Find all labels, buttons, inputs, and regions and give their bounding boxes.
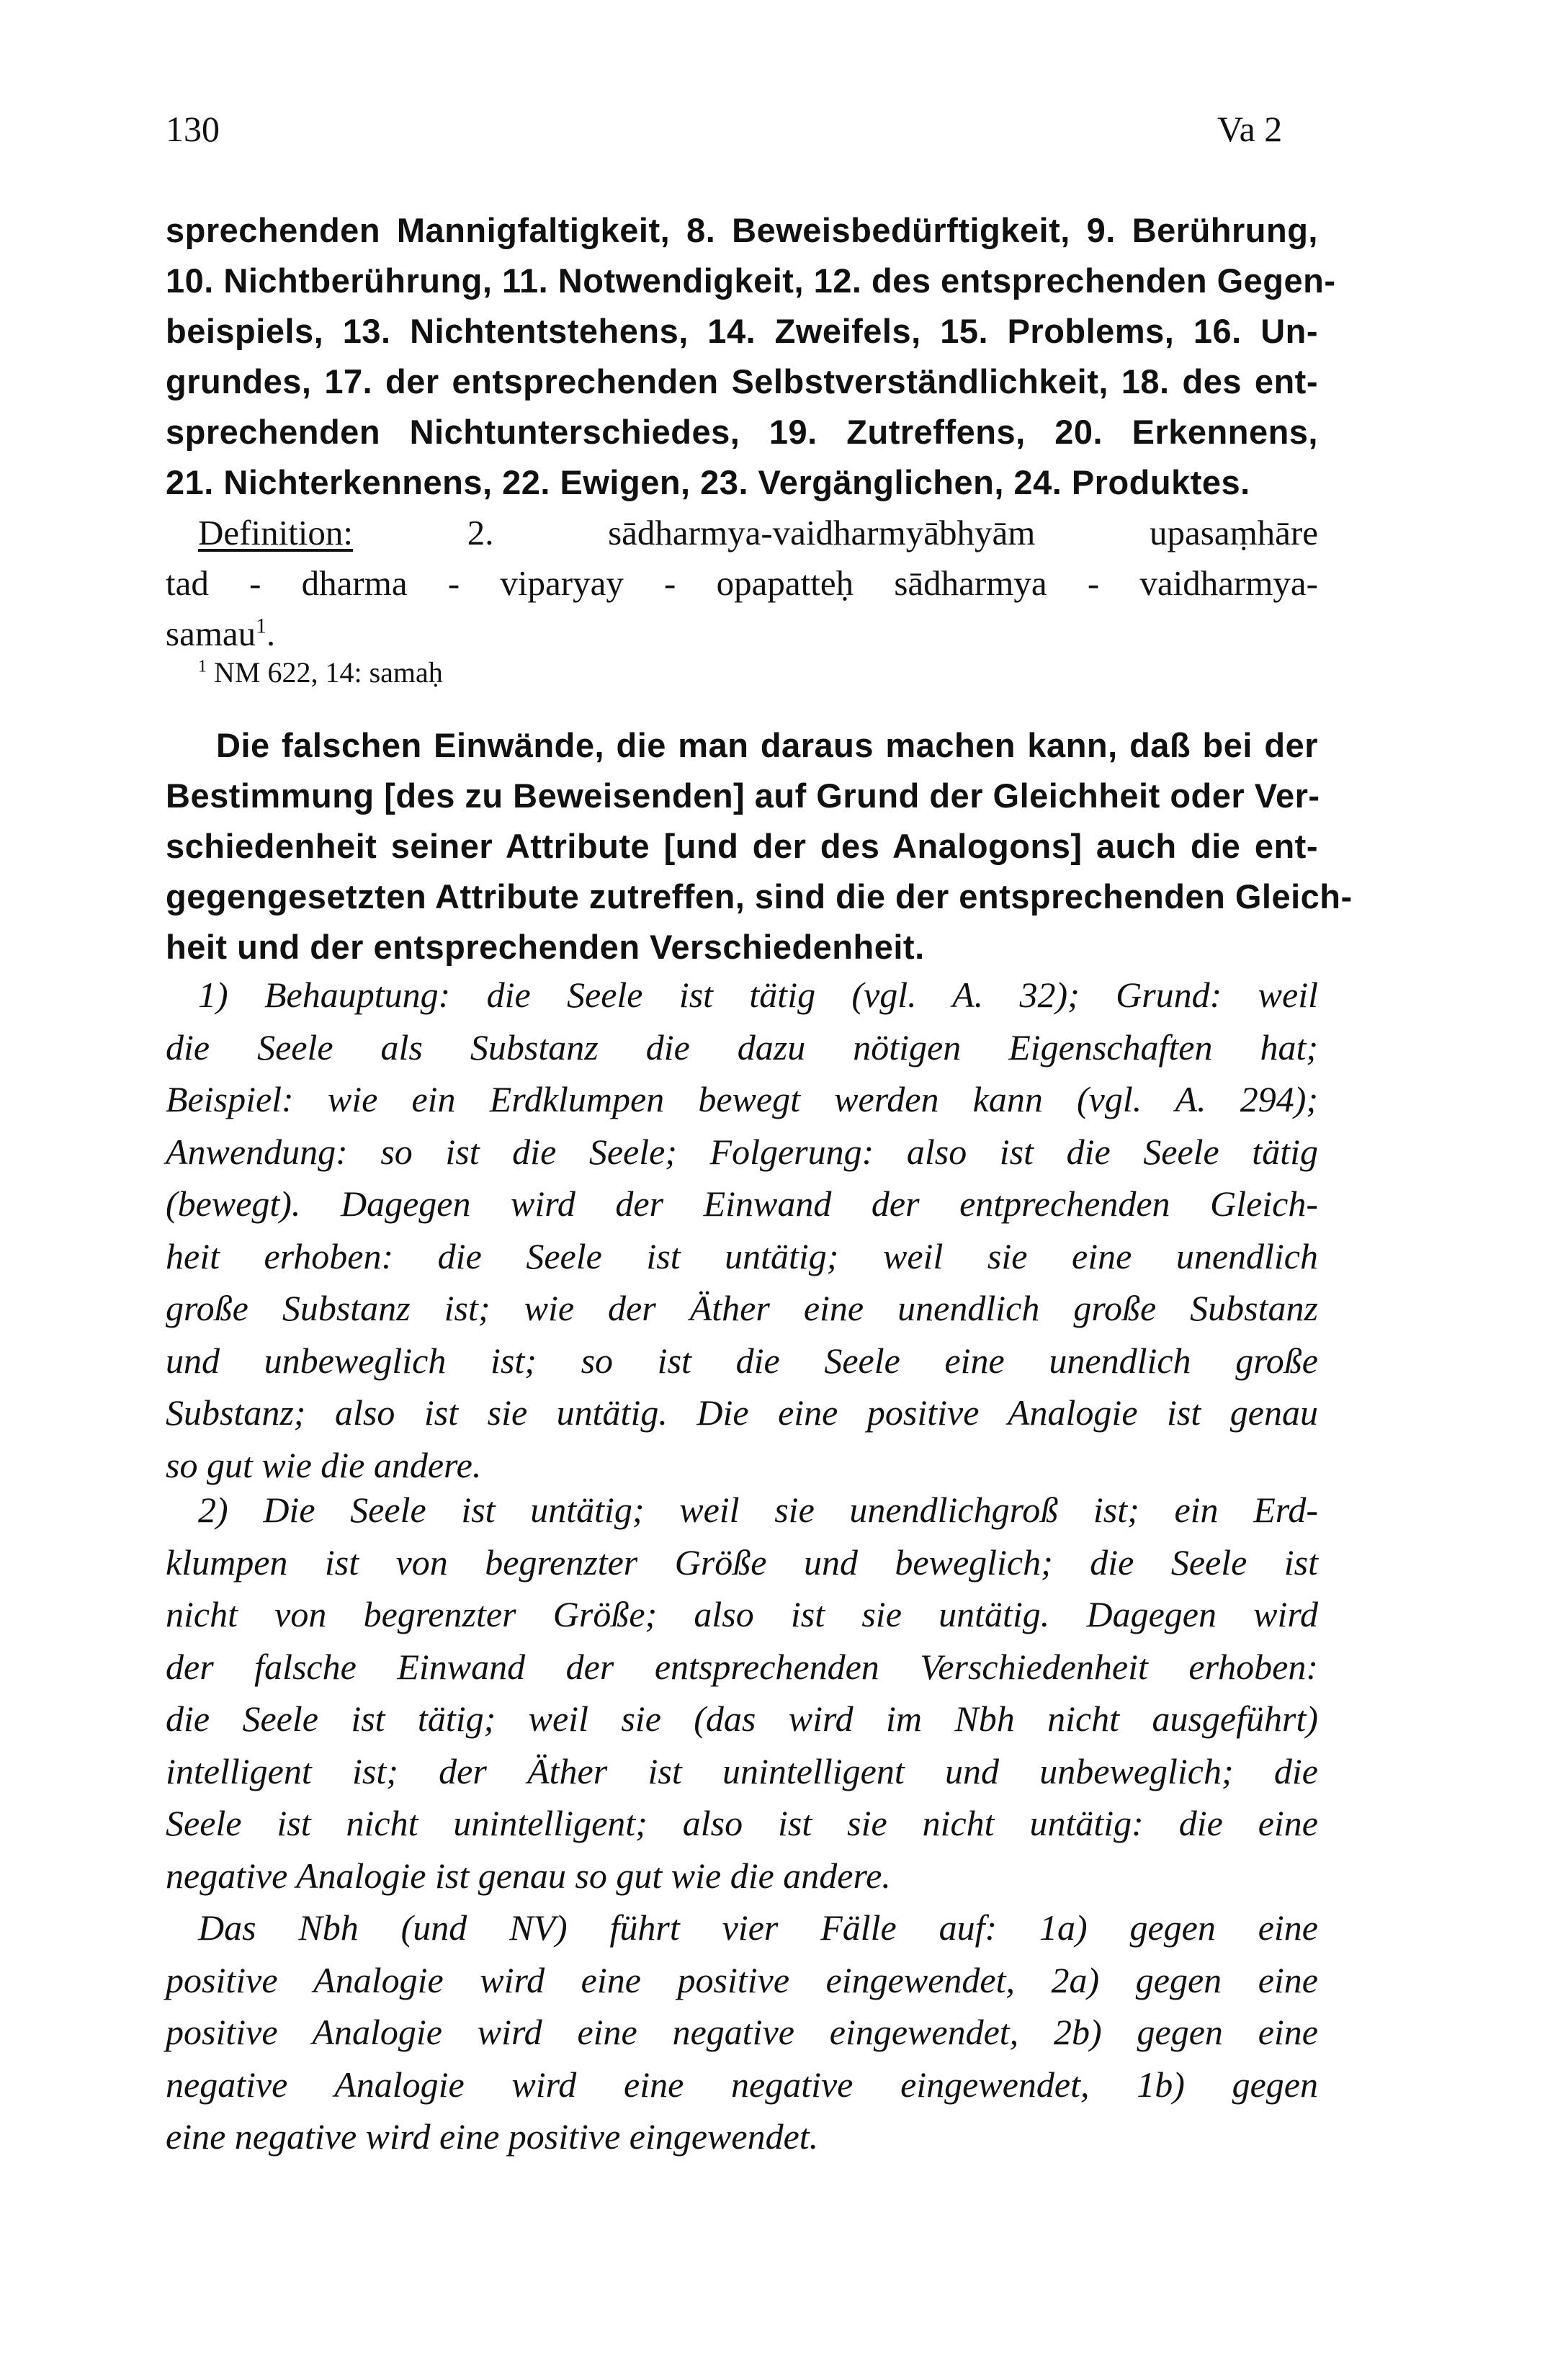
bold-list-block <box>166 205 1336 508</box>
italic-line: die Seele ist tätig; weil sie (das wird im Nbh nicht ausgeführt) <box>166 1698 1318 1739</box>
italic-line: Substanz; also ist sie untätig. Die eine positive Analogie ist genau <box>166 1392 1318 1433</box>
italic-line: negative Analogie ist genau so gut wie die andere. <box>166 1855 891 1896</box>
italic-line: Anwendung: so ist die Seele; Folgerung: also ist die Seele tätig <box>166 1131 1318 1172</box>
italic-line: klumpen ist von begrenzter Größe und beweglich; die Seele ist <box>166 1541 1318 1583</box>
bold-list-line: sprechenden Nichtunterschiedes, 19. Zutreffens, 20. Erkennens, <box>166 413 1318 451</box>
italic-line: und unbeweglich ist; so ist die Seele eine unendlich große <box>166 1340 1318 1381</box>
definition-end: . <box>266 614 276 653</box>
bold-explanation-line: gegengesetzten Attribute zutreffen, sind die der entsprechenden Gleich- <box>166 877 1353 916</box>
definition-line <box>166 508 1318 558</box>
italic-line: nicht von begrenzter Größe; also ist sie untätig. Dagegen wird <box>166 1594 1318 1634</box>
definition-label: Definition: <box>198 513 354 552</box>
footnote <box>198 655 443 689</box>
footnote-marker: 1 <box>256 614 266 638</box>
section-signature: Va 2 <box>1217 109 1283 149</box>
definition-sanskrit-2: tad - dharma - viparyay - opapatteḥ sādharmya - vaidharmya- <box>166 563 1318 603</box>
definition-line <box>166 609 1318 659</box>
italic-paragraph-2 <box>166 1484 1318 1902</box>
italic-line: (bewegt). Dagegen wird der Einwand der entprechenden Gleich- <box>166 1183 1318 1224</box>
bold-list-line: 21. Nichterkennens, 22. Ewigen, 23. Vergänglichen, 24. Produktes. <box>166 463 1250 501</box>
italic-line: Das Nbh (und NV) führt vier Fälle auf: 1a) gegen eine <box>198 1907 1318 1948</box>
bold-list-line: beispiels, 13. Nichtentstehens, 14. Zweifels, 15. Problems, 16. Un- <box>166 312 1318 350</box>
italic-line: 2) Die Seele ist untätig; weil sie unendlichgroß ist; ein Erd- <box>198 1490 1318 1530</box>
italic-line: große Substanz ist; wie der Äther eine unendlich große Substanz <box>166 1288 1318 1328</box>
italic-line: Beispiel: wie ein Erdklumpen bewegt werden kann (vgl. A. 294); <box>166 1079 1318 1119</box>
italic-line: eine negative wird eine positive eingewendet. <box>166 2116 819 2157</box>
bold-explanation-line: heit und der entsprechenden Verschiedenheit. <box>166 928 925 966</box>
page-number: 130 <box>166 109 220 149</box>
italic-line: heit erhoben: die Seele ist untätig; weil sie eine unendlich <box>166 1235 1318 1276</box>
italic-line: 1) Behauptung: die Seele ist tätig (vgl. A. 32); Grund: weil <box>198 975 1318 1015</box>
italic-line: intelligent ist; der Äther ist unintelligent und unbeweglich; die <box>166 1750 1318 1791</box>
italic-paragraph-3 <box>166 1902 1318 2163</box>
italic-line: Seele ist nicht unintelligent; also ist sie nicht untätig: die eine <box>166 1803 1318 1843</box>
footnote-text: NM 622, 14: samaḥ <box>207 656 443 689</box>
italic-line: positive Analogie wird eine negative eingewendet, 2b) gegen eine <box>166 2012 1318 2052</box>
definition-block <box>166 508 1318 659</box>
italic-line: positive Analogie wird eine positive eingewendet, 2a) gegen eine <box>166 1959 1318 2000</box>
bold-explanation-line: Bestimmung [des zu Beweisenden] auf Grund der Gleichheit oder Ver- <box>166 776 1320 815</box>
italic-paragraph-1 <box>166 969 1318 1491</box>
italic-line: die Seele als Substanz die dazu nötigen Eigenschaften hat; <box>166 1026 1318 1067</box>
bold-list-line: 10. Nichtberührung, 11. Notwendigkeit, 12. des entsprechenden Gegen- <box>166 261 1336 300</box>
bold-list-line: sprechenden Mannigfaltigkeit, 8. Beweisbedürftigkeit, 9. Berührung, <box>166 211 1318 249</box>
bold-list-line: grundes, 17. der entsprechenden Selbstverständlichkeit, 18. des ent- <box>166 362 1318 400</box>
definition-sanskrit-1: 2. sādharmya-vaidharmyābhyām upasaṃhāre <box>353 513 1318 552</box>
definition-sanskrit-3: samau <box>166 614 256 653</box>
italic-line: so gut wie die andere. <box>166 1444 482 1485</box>
footnote-number: 1 <box>198 657 207 676</box>
bold-explanation-block <box>166 720 1353 972</box>
italic-line: negative Analogie wird eine negative eingewendet, 1b) gegen <box>166 2064 1318 2105</box>
italic-line: der falsche Einwand der entsprechenden Verschiedenheit erhoben: <box>166 1646 1318 1687</box>
bold-explanation-line: Die falschen Einwände, die man daraus machen kann, daß bei der <box>216 726 1318 764</box>
bold-explanation-line: schiedenheit seiner Attribute [und der des Analogons] auch die ent- <box>166 827 1318 865</box>
